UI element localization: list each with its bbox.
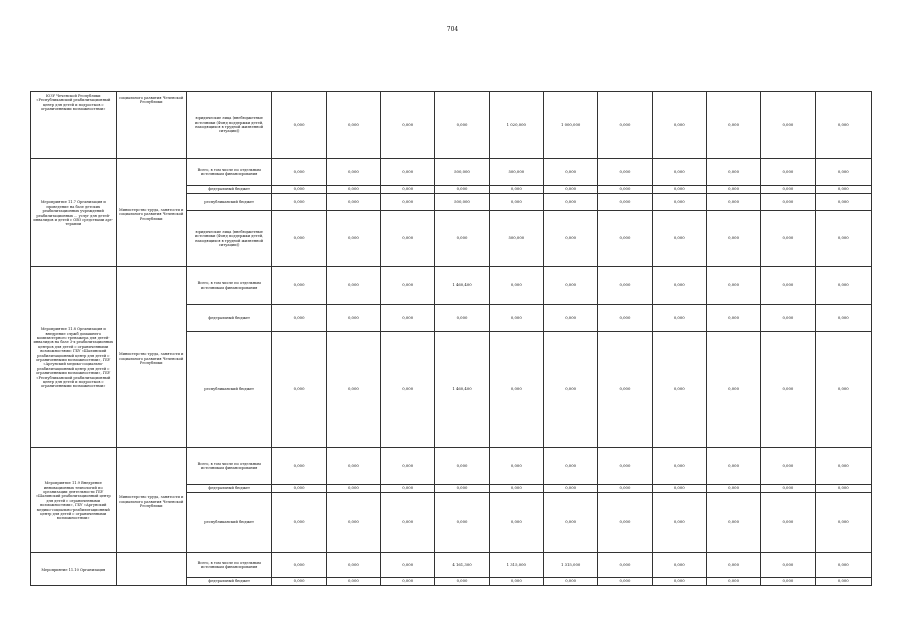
- value-cell: 0,000: [381, 159, 435, 186]
- value-cell: 0,000: [326, 448, 380, 485]
- value-cell: 0,000: [489, 332, 543, 448]
- value-cell: 0,000: [326, 332, 380, 448]
- value-cell: 0,000: [272, 267, 326, 305]
- value-cell: 0,000: [543, 448, 597, 485]
- value-cell: 0,000: [543, 186, 597, 194]
- value-cell: 0,000: [815, 493, 871, 553]
- value-cell: 0,000: [652, 211, 706, 267]
- funding-source-cell: юридические лица (внебюджетные источники (Фонд поддержки детей, находящихся в трудной жизненной ситуации)): [186, 211, 272, 267]
- funding-source-cell: республиканский бюджет: [186, 332, 272, 448]
- value-cell: 0,000: [543, 194, 597, 211]
- value-cell: 0,000: [598, 578, 652, 586]
- value-cell: 0,000: [543, 493, 597, 553]
- value-cell: 0,000: [489, 305, 543, 332]
- value-cell: 0,000: [272, 485, 326, 493]
- value-cell: 0,000: [706, 578, 760, 586]
- value-cell: 0,000: [272, 553, 326, 578]
- value-cell: 0,000: [272, 194, 326, 211]
- value-cell: 0,000: [598, 332, 652, 448]
- value-cell: 0,000: [815, 159, 871, 186]
- value-cell: 4 161,300: [435, 553, 489, 578]
- value-cell: 0,000: [706, 186, 760, 194]
- funding-source-cell: Всего, в том числе по отдельным источникам финансирования: [186, 553, 272, 578]
- value-cell: 500,000: [489, 159, 543, 186]
- value-cell: 0,000: [598, 92, 652, 159]
- value-cell: 1 315,000: [543, 553, 597, 578]
- value-cell: 0,000: [381, 578, 435, 586]
- value-cell: 0,000: [543, 211, 597, 267]
- value-cell: 500,000: [435, 194, 489, 211]
- table-row: [31, 92, 872, 159]
- value-cell: 0,000: [761, 186, 815, 194]
- value-cell: 0,000: [652, 485, 706, 493]
- value-cell: 0,000: [435, 485, 489, 493]
- value-cell: 0,000: [381, 448, 435, 485]
- value-cell: 0,000: [652, 493, 706, 553]
- value-cell: 0,000: [435, 578, 489, 586]
- value-cell: 0,000: [272, 332, 326, 448]
- funding-source-cell: республиканский бюджет: [186, 194, 272, 211]
- value-cell: 0,000: [326, 211, 380, 267]
- funding-source-cell: федеральный бюджет: [186, 305, 272, 332]
- value-cell: 0,000: [381, 92, 435, 159]
- value-cell: 0,000: [706, 485, 760, 493]
- value-cell: 0,000: [652, 578, 706, 586]
- value-cell: 0,000: [543, 267, 597, 305]
- value-cell: 0,000: [598, 194, 652, 211]
- funding-source-cell: Всего, в том числе по отдельным источникам финансирования: [186, 159, 272, 186]
- value-cell: 0,000: [543, 159, 597, 186]
- value-cell: 0,000: [381, 267, 435, 305]
- value-cell: 0,000: [326, 305, 380, 332]
- value-cell: 0,000: [326, 194, 380, 211]
- value-cell: 0,000: [706, 194, 760, 211]
- value-cell: 0,000: [543, 578, 597, 586]
- value-cell: 0,000: [598, 485, 652, 493]
- value-cell: 0,000: [435, 448, 489, 485]
- value-cell: 0,000: [761, 578, 815, 586]
- value-cell: 0,000: [326, 578, 380, 586]
- funding-source-cell: юридические лица (внебюджетные источники (Фонд поддержки детей, находящихся в трудной жизненной ситуации)): [186, 92, 272, 159]
- value-cell: 0,000: [435, 211, 489, 267]
- value-cell: 500,000: [489, 211, 543, 267]
- funding-source-cell: федеральный бюджет: [186, 578, 272, 586]
- value-cell: 0,000: [435, 186, 489, 194]
- funding-source-cell: республиканский бюджет: [186, 493, 272, 553]
- value-cell: 1 460,400: [435, 332, 489, 448]
- value-cell: 0,000: [706, 267, 760, 305]
- value-cell: 0,000: [761, 305, 815, 332]
- table-row: [31, 267, 872, 305]
- value-cell: 1 460,400: [435, 267, 489, 305]
- value-cell: 0,000: [815, 305, 871, 332]
- value-cell: 0,000: [761, 553, 815, 578]
- page-number: 704: [446, 26, 459, 33]
- value-cell: 0,000: [435, 493, 489, 553]
- executor-cell: Министерство труда, занятости и социального развития Чеченской Республики: [116, 159, 186, 267]
- funding-source-cell: федеральный бюджет: [186, 485, 272, 493]
- value-cell: 0,000: [761, 448, 815, 485]
- value-cell: 0,000: [326, 159, 380, 186]
- value-cell: 0,000: [652, 305, 706, 332]
- value-cell: 0,000: [381, 553, 435, 578]
- value-cell: 0,000: [272, 211, 326, 267]
- value-cell: 0,000: [706, 211, 760, 267]
- value-cell: 0,000: [326, 186, 380, 194]
- value-cell: 0,000: [652, 448, 706, 485]
- value-cell: 0,000: [489, 267, 543, 305]
- value-cell: 0,000: [652, 186, 706, 194]
- activity-cell: Мероприятие 11.9 Внедрение инновационных технологий по организации деятельности ГБУ «Шалинский реабилитационный центр для детей с ограниченными возможностями», ГБУ «Аргунский медико-социально-реабилитационный центр для детей с ограниченными возможностями»: [31, 448, 117, 553]
- value-cell: 0,000: [761, 159, 815, 186]
- value-cell: 0,000: [489, 194, 543, 211]
- value-cell: 0,000: [598, 267, 652, 305]
- value-cell: 0,000: [761, 194, 815, 211]
- value-cell: 0,000: [815, 332, 871, 448]
- table-row: [31, 448, 872, 485]
- value-cell: 0,000: [326, 485, 380, 493]
- value-cell: 0,000: [815, 211, 871, 267]
- value-cell: 0,000: [272, 92, 326, 159]
- value-cell: 0,000: [761, 332, 815, 448]
- value-cell: 0,000: [815, 578, 871, 586]
- value-cell: 0,000: [326, 493, 380, 553]
- value-cell: 0,000: [381, 305, 435, 332]
- value-cell: 0,000: [272, 159, 326, 186]
- value-cell: 0,000: [598, 305, 652, 332]
- value-cell: 0,000: [489, 448, 543, 485]
- table-row: [31, 159, 872, 186]
- value-cell: 1 020,000: [489, 92, 543, 159]
- value-cell: 0,000: [272, 493, 326, 553]
- value-cell: 0,000: [815, 267, 871, 305]
- value-cell: 0,000: [652, 332, 706, 448]
- executor-cell: социального развития Чеченской Республики: [116, 92, 186, 159]
- executor-cell: Министерство труда, занятости и социального развития Чеченской Республики: [116, 267, 186, 448]
- value-cell: 0,000: [598, 211, 652, 267]
- value-cell: 500,000: [435, 159, 489, 186]
- value-cell: 0,000: [489, 485, 543, 493]
- value-cell: 0,000: [543, 485, 597, 493]
- value-cell: 0,000: [761, 267, 815, 305]
- value-cell: 0,000: [706, 159, 760, 186]
- value-cell: 0,000: [272, 578, 326, 586]
- value-cell: 0,000: [761, 493, 815, 553]
- value-cell: 0,000: [761, 485, 815, 493]
- value-cell: 0,000: [815, 448, 871, 485]
- value-cell: 0,000: [652, 159, 706, 186]
- value-cell: 1 000,000: [543, 92, 597, 159]
- value-cell: 0,000: [706, 448, 760, 485]
- value-cell: 0,000: [381, 493, 435, 553]
- value-cell: 0,000: [652, 553, 706, 578]
- value-cell: 0,000: [815, 194, 871, 211]
- value-cell: 0,000: [598, 186, 652, 194]
- value-cell: 0,000: [652, 267, 706, 305]
- value-cell: 0,000: [706, 553, 760, 578]
- value-cell: 0,000: [435, 92, 489, 159]
- value-cell: 0,000: [761, 92, 815, 159]
- value-cell: 0,000: [381, 186, 435, 194]
- value-cell: 0,000: [815, 553, 871, 578]
- value-cell: 0,000: [761, 211, 815, 267]
- value-cell: 0,000: [272, 186, 326, 194]
- value-cell: 0,000: [706, 92, 760, 159]
- value-cell: 0,000: [326, 92, 380, 159]
- value-cell: 0,000: [381, 485, 435, 493]
- activity-cell: Мероприятие 11.7 Организация и проведение на базе детских реабилитационных учреждений реабилитационных ... услуг для детей-инвалидов и детей с ОВЗ средствами арт-терапии: [31, 159, 117, 267]
- value-cell: 0,000: [652, 194, 706, 211]
- value-cell: 0,000: [815, 92, 871, 159]
- value-cell: 0,000: [543, 332, 597, 448]
- activity-cell: Мероприятие 11.8 Организация и внедрение служб домашнего компьютерного тренажера для детей-инвалидов на базе 3-х реабилитационных центров для детей с ограниченными возможностями: ГБУ «Шалинский реабилитационный центр для детей с ограниченными возможностями», ГБУ «Аргунский медико-социально-реабилитационный центр для детей с ограниченными возможностями», ГБУ «Республиканский реабилитационный центр для детей и подростков с ограниченными возможностями»: [31, 267, 117, 448]
- value-cell: 0,000: [706, 305, 760, 332]
- value-cell: 0,000: [598, 159, 652, 186]
- value-cell: 0,000: [706, 493, 760, 553]
- value-cell: 0,000: [381, 194, 435, 211]
- value-cell: 0,000: [598, 553, 652, 578]
- activity-cell: ЮЗУ Чеченской Республики «Республиканский реабилитационный центр для детей и подростков с ограниченными возможностями»: [31, 92, 117, 159]
- activity-cell: Мероприятие 11.10 Организация: [31, 553, 117, 586]
- value-cell: 0,000: [598, 493, 652, 553]
- value-cell: 1 315,000: [489, 553, 543, 578]
- executor-cell: [116, 553, 186, 586]
- funding-source-cell: Всего, в том числе по отдельным источникам финансирования: [186, 448, 272, 485]
- value-cell: 0,000: [381, 211, 435, 267]
- value-cell: 0,000: [489, 493, 543, 553]
- budget-table: [30, 91, 872, 586]
- value-cell: 0,000: [815, 485, 871, 493]
- value-cell: 0,000: [652, 92, 706, 159]
- value-cell: 0,000: [272, 448, 326, 485]
- value-cell: 0,000: [706, 332, 760, 448]
- value-cell: 0,000: [815, 186, 871, 194]
- value-cell: 0,000: [272, 305, 326, 332]
- executor-cell: Министерство труда, занятости и социального развития Чеченской Республики: [116, 448, 186, 553]
- value-cell: 0,000: [326, 267, 380, 305]
- table-row: [31, 553, 872, 578]
- value-cell: 0,000: [489, 578, 543, 586]
- value-cell: 0,000: [326, 553, 380, 578]
- value-cell: 0,000: [381, 332, 435, 448]
- value-cell: 0,000: [435, 305, 489, 332]
- value-cell: 0,000: [598, 448, 652, 485]
- value-cell: 0,000: [543, 305, 597, 332]
- value-cell: 0,000: [489, 186, 543, 194]
- funding-source-cell: Всего, в том числе по отдельным источникам финансирования: [186, 267, 272, 305]
- funding-source-cell: федеральный бюджет: [186, 186, 272, 194]
